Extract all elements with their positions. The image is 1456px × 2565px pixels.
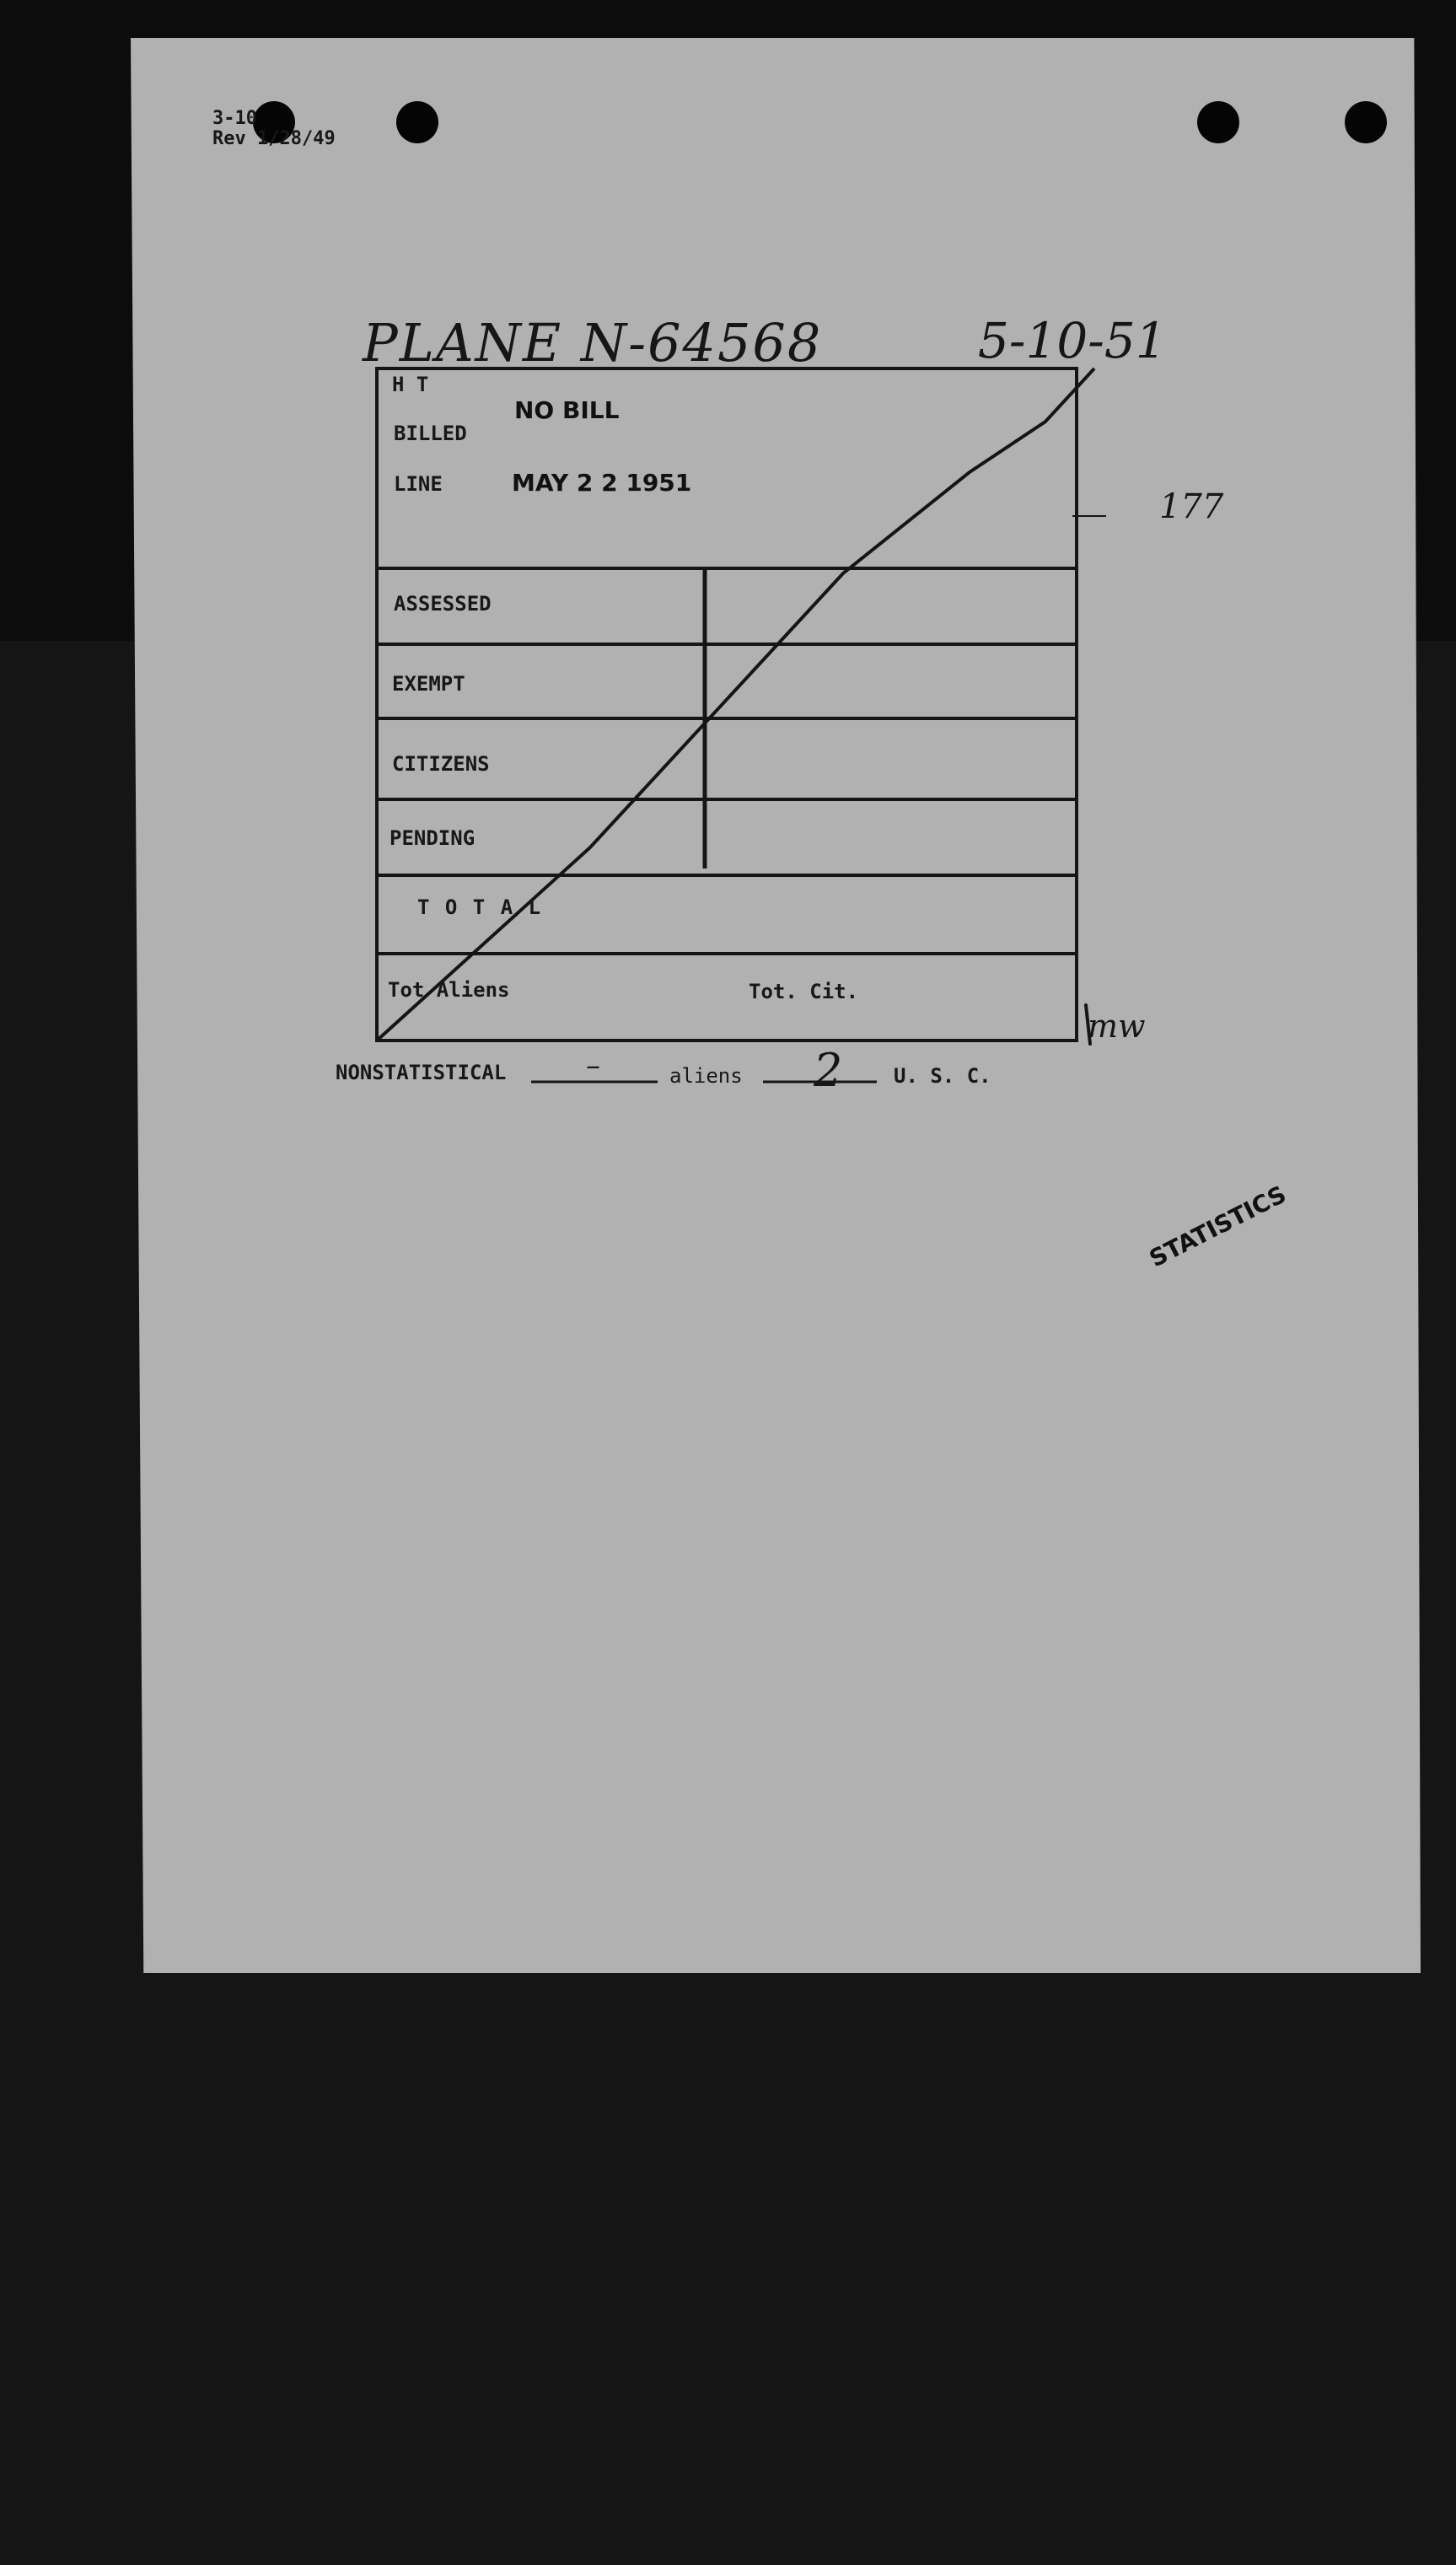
nonstatistical-label: NONSTATISTICAL xyxy=(336,1061,507,1084)
assessed-label: ASSESSED xyxy=(394,592,492,616)
billed-label: BILLED xyxy=(394,422,467,445)
initials-stroke xyxy=(1086,1005,1090,1044)
tot-cit-label: Tot. Cit. xyxy=(749,980,859,1003)
plane-number-handwritten: PLANE N-64568 xyxy=(363,312,823,374)
form-revision: Rev 1/28/49 xyxy=(212,128,336,149)
billed-stamp: NO BILL xyxy=(514,396,620,424)
aliens-label: aliens xyxy=(669,1064,743,1088)
usc-label: U. S. C. xyxy=(894,1064,991,1088)
line-date-stamp: MAY 2 2 1951 xyxy=(512,469,692,497)
pending-label: PENDING xyxy=(390,826,475,850)
date-handwritten: 5-10-51 xyxy=(978,312,1167,369)
initials-handwritten: mw xyxy=(1088,1008,1146,1045)
exempt-label: EXEMPT xyxy=(392,672,465,696)
ht-label: H T xyxy=(392,373,429,396)
tot-aliens-label: Tot Aliens xyxy=(388,978,510,1002)
nonstat-usc-value: 2 xyxy=(814,1044,843,1097)
side-number-handwritten: 177 xyxy=(1159,487,1224,526)
citizens-label: CITIZENS xyxy=(392,752,490,776)
statistics-stamp: STATISTICS xyxy=(1145,1180,1291,1273)
nonstat-aliens-value: – xyxy=(586,1049,600,1083)
line-label: LINE xyxy=(394,472,443,496)
cancellation-stroke xyxy=(377,368,1094,1041)
form-number: 3-10 xyxy=(212,108,257,129)
total-label: T O T A L xyxy=(417,895,543,919)
